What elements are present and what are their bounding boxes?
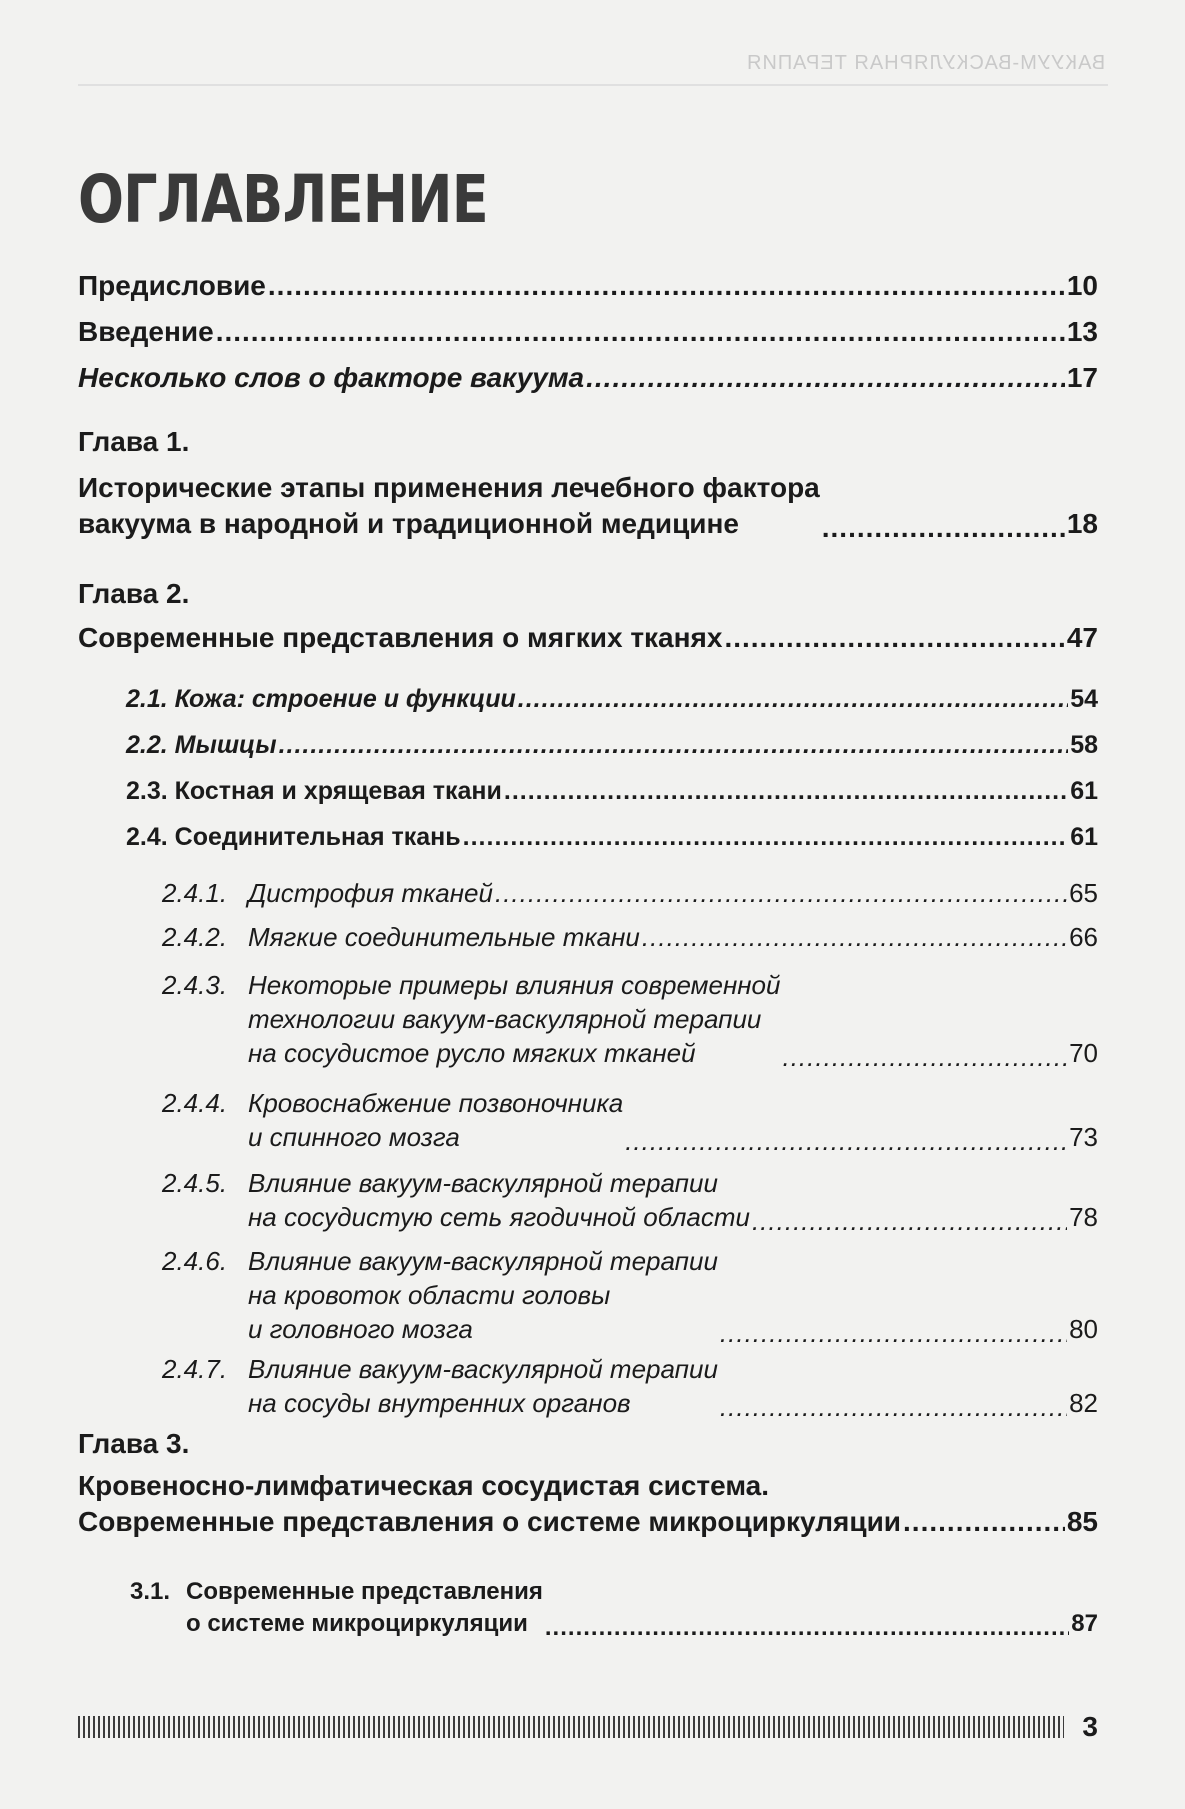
chapter-3-label: Глава 3. bbox=[78, 1428, 190, 1459]
leader-dots bbox=[216, 314, 1065, 346]
toc-entry-2-4-7[interactable] bbox=[162, 1352, 1098, 1420]
toc-entry-title: Современные представления о мягких тканях bbox=[78, 622, 723, 653]
leader-dots bbox=[625, 1124, 1067, 1154]
section-number: 2.4.2. bbox=[162, 922, 228, 952]
toc-entry-2-1[interactable] bbox=[126, 682, 1098, 716]
section-number: 2.4.6. bbox=[162, 1246, 228, 1276]
chapter-2-label: Глава 2. bbox=[78, 578, 190, 609]
toc-entry-page: 17 bbox=[1066, 362, 1098, 393]
section-number: 2.4.1. bbox=[162, 878, 228, 908]
leader-dots bbox=[545, 1612, 1069, 1640]
toc-entry-page: 13 bbox=[1066, 316, 1098, 347]
toc-entry-chapter-2[interactable] bbox=[78, 620, 1098, 656]
toc-entry-title: Влияние вакуум-васкулярной терапии на кровоток области головы и головного мозга bbox=[248, 1246, 718, 1344]
leader-dots bbox=[463, 820, 1069, 849]
toc-entry-2-4-5[interactable] bbox=[162, 1166, 1098, 1234]
bleed-through-rule bbox=[78, 84, 1108, 86]
toc-entry-title: Несколько слов о факторе вакуума bbox=[78, 362, 585, 393]
toc-entry-2-3[interactable] bbox=[126, 774, 1098, 808]
toc-entry-page: 61 bbox=[1070, 823, 1098, 851]
leader-dots bbox=[720, 1390, 1067, 1420]
toc-entry-title: Некоторые примеры влияния современной технологии вакуум-васкулярной терапии на сосудистое русло мягких тканей bbox=[248, 970, 781, 1068]
page-footer bbox=[78, 1712, 1098, 1742]
toc-entry-page: 87 bbox=[1071, 1610, 1098, 1637]
section-number: 2.4.7. bbox=[162, 1354, 228, 1384]
leader-dots bbox=[518, 682, 1068, 711]
toc-entry-page: 54 bbox=[1070, 685, 1098, 713]
toc-entry-page: 85 bbox=[1066, 1506, 1098, 1537]
leader-dots bbox=[903, 1504, 1065, 1536]
toc-entry-2-4-4[interactable] bbox=[162, 1086, 1098, 1154]
toc-entry-2-4-6[interactable] bbox=[162, 1244, 1098, 1346]
toc-entry-title: Влияние вакуум-васкулярной терапии на сосуды внутренних органов bbox=[248, 1354, 718, 1418]
toc-entry-page: 82 bbox=[1069, 1388, 1098, 1418]
leader-dots bbox=[268, 268, 1065, 300]
toc-entry-title: Исторические этапы применения лечебного фактора вакуума в народной и традиционной медицине bbox=[78, 472, 820, 539]
toc-entry-title: 2.1. Кожа: строение и функции bbox=[126, 685, 516, 713]
leader-dots bbox=[642, 920, 1067, 950]
toc-entry-2-4-2[interactable] bbox=[162, 920, 1098, 954]
toc-entry-preface[interactable] bbox=[78, 268, 1098, 304]
toc-entry-page: 58 bbox=[1070, 731, 1098, 759]
toc-entry-page: 73 bbox=[1069, 1122, 1098, 1152]
toc-entry-title: 2.2. Мышцы bbox=[126, 731, 277, 759]
toc-entry-chapter-1[interactable] bbox=[78, 470, 1098, 542]
section-number: 2.4.5. bbox=[162, 1168, 228, 1198]
toc-entry-2-4-3[interactable] bbox=[162, 968, 1098, 1070]
toc-entry-page: 65 bbox=[1069, 878, 1098, 908]
chapter-3-title-line1: Кровеносно-лимфатическая сосудистая система. bbox=[78, 1470, 770, 1501]
toc-entry-title: Кровоснабжение позвоночника и спинного мозга bbox=[248, 1088, 624, 1152]
leader-dots bbox=[279, 728, 1069, 757]
toc-entry-page: 10 bbox=[1066, 270, 1098, 301]
section-number: 2.4.4. bbox=[162, 1088, 228, 1118]
toc-entry-title: Современные представления о системе микроциркуляции bbox=[186, 1578, 543, 1637]
toc-entry-2-2[interactable] bbox=[126, 728, 1098, 762]
toc-entry-page: 61 bbox=[1070, 777, 1098, 805]
section-number: 2.4.3. bbox=[162, 970, 228, 1000]
toc-entry-title: Дистрофия тканей bbox=[248, 878, 493, 908]
toc-entry-page: 78 bbox=[1069, 1202, 1098, 1232]
toc-entry-2-4[interactable] bbox=[126, 820, 1098, 854]
toc-entry-2-4-1[interactable] bbox=[162, 876, 1098, 910]
page-number: 3 bbox=[1082, 1711, 1098, 1742]
toc-entry-title: 2.3. Костная и хрящевая ткани bbox=[126, 777, 502, 805]
leader-dots bbox=[782, 1040, 1067, 1070]
leader-dots bbox=[504, 774, 1068, 803]
leader-dots bbox=[586, 360, 1065, 392]
leader-dots bbox=[822, 510, 1065, 542]
page-title: ОГЛАВЛЕНИЕ bbox=[78, 161, 488, 238]
toc-entry-page: 47 bbox=[1066, 622, 1098, 653]
decorative-bar-strip bbox=[78, 1716, 1064, 1738]
toc-entry-title: Современные представления о системе микроциркуляции bbox=[78, 1506, 902, 1537]
toc-entry-chapter-3[interactable] bbox=[78, 1504, 1098, 1540]
toc-entry-3-1[interactable] bbox=[130, 1576, 1098, 1640]
leader-dots bbox=[724, 620, 1064, 652]
section-number: 3.1. bbox=[130, 1578, 171, 1605]
toc-entry-page: 70 bbox=[1069, 1038, 1098, 1068]
toc-entry-page: 80 bbox=[1069, 1314, 1098, 1344]
bleed-through-header: ВАКУУМ-ВАСКУЛЯРНАЯ ТЕРАПИЯ bbox=[745, 52, 1105, 74]
leader-dots bbox=[720, 1316, 1067, 1346]
chapter-1-label: Глава 1. bbox=[78, 426, 190, 457]
toc-entry-title: 2.4. Соединительная ткань bbox=[126, 823, 461, 851]
toc-entry-title: Предисловие bbox=[78, 270, 266, 301]
toc-entry-title: Влияние вакуум-васкулярной терапии на сосудистую сеть ягодичной области bbox=[248, 1168, 750, 1232]
leader-dots bbox=[752, 1204, 1067, 1234]
toc-entry-page: 66 bbox=[1069, 922, 1098, 952]
toc-entry-title: Мягкие соединительные ткани bbox=[248, 922, 640, 952]
toc-entry-title: Введение bbox=[78, 316, 214, 347]
toc-entry-intro[interactable] bbox=[78, 314, 1098, 350]
toc-entry-vacuum-factor[interactable] bbox=[78, 360, 1098, 396]
toc-entry-page: 18 bbox=[1066, 508, 1098, 539]
leader-dots bbox=[495, 876, 1067, 906]
